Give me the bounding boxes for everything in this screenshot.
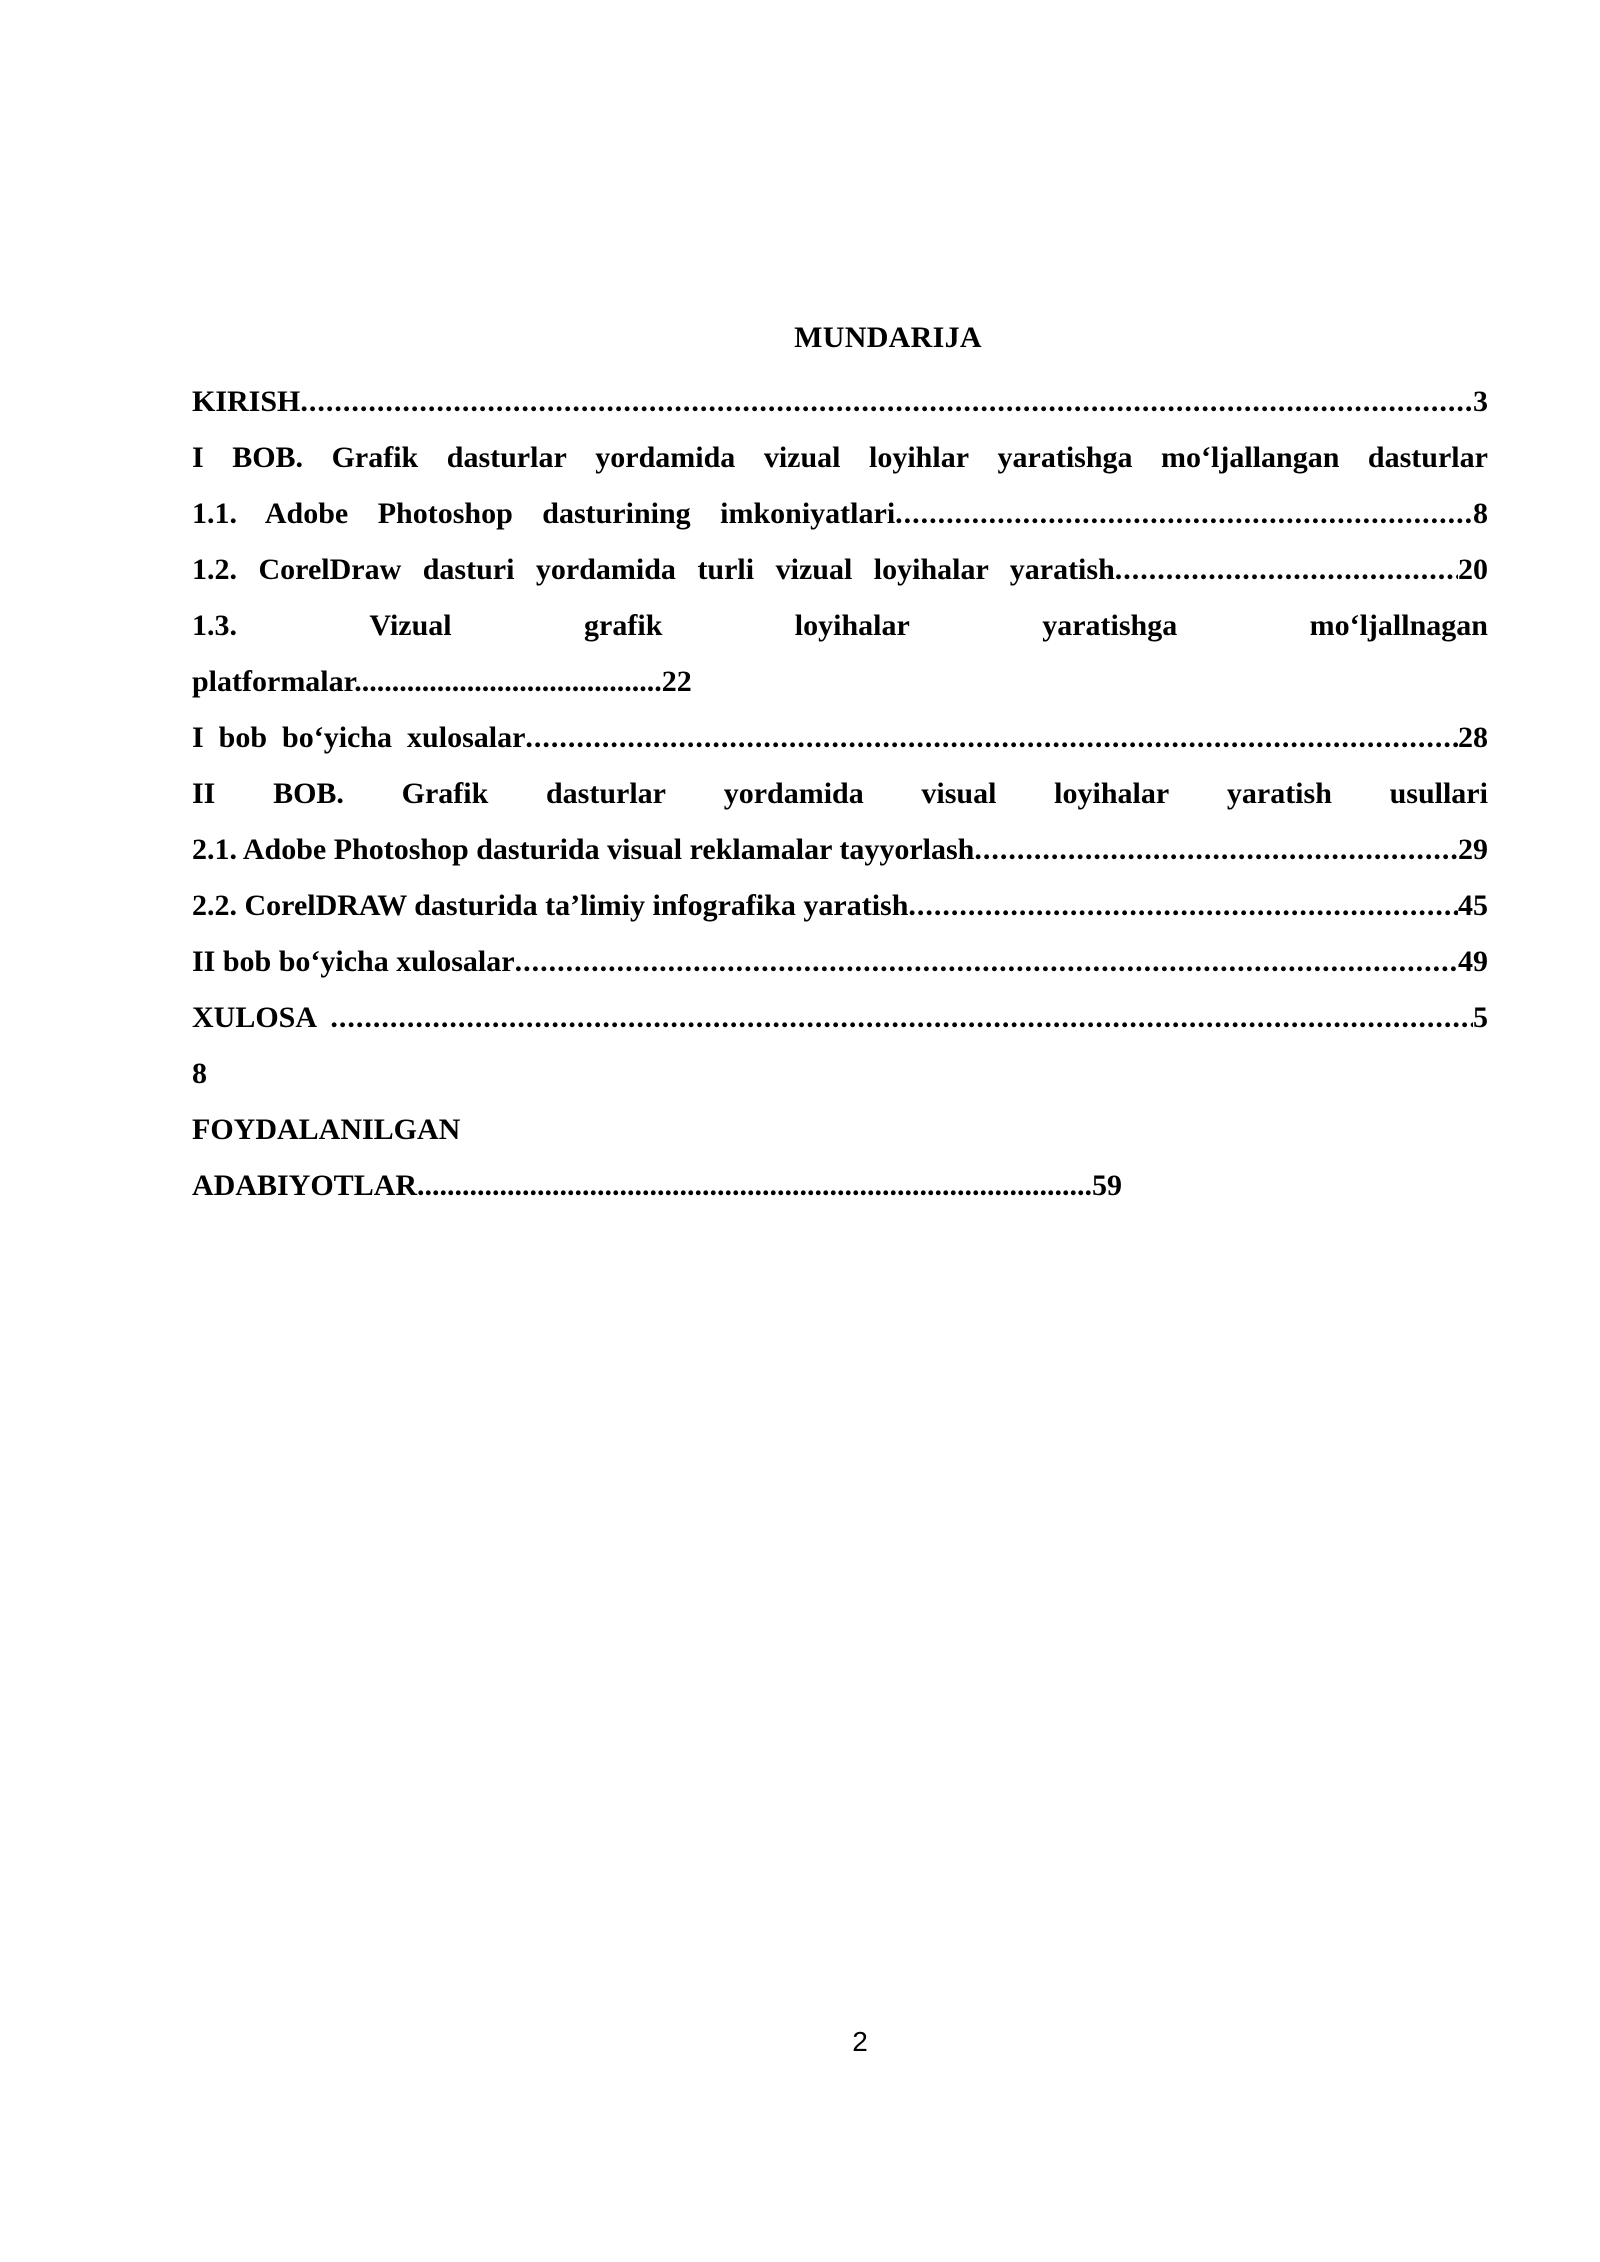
toc-entry-text: 2.1. Adobe Photoshop dasturida visual reklamalar tayyorlash	[192, 833, 975, 866]
toc-entry-xulosa[interactable]	[192, 990, 1488, 1046]
toc-word: Photoshop	[377, 497, 513, 530]
toc-word: yordamida	[535, 553, 676, 586]
toc-word: visual	[921, 777, 997, 810]
toc-word: 1.3.	[192, 609, 237, 642]
dot-leader	[1115, 542, 1458, 598]
toc-page-number: 20	[1458, 553, 1488, 586]
dot-leader	[908, 878, 1458, 934]
toc-word: Vizual	[369, 609, 452, 642]
dot-leader: .........................................	[354, 665, 662, 698]
dot-leader	[515, 934, 1458, 990]
dot-leader	[895, 486, 1473, 542]
toc-word: dasturlar	[546, 777, 666, 810]
toc-word: imkoniyatlari	[720, 497, 896, 530]
dot-leader: ..........................................................................................	[417, 1169, 1093, 1202]
toc-entry-text	[192, 542, 1115, 598]
toc-entry-chapter-1[interactable]	[192, 430, 1488, 486]
toc-word: II	[192, 777, 216, 810]
dot-leader	[525, 710, 1458, 766]
toc-entry-1-3[interactable]	[192, 598, 1488, 654]
toc-page-number: 29	[1458, 833, 1488, 866]
toc-word: dasturlar	[1367, 441, 1488, 474]
toc-word: Grafik	[401, 777, 489, 810]
page-title: MUNDARIJA	[794, 321, 982, 354]
toc-entry-text: I bob bo‘yicha xulosalar	[192, 721, 526, 754]
toc-word: 1.2.	[192, 553, 237, 586]
toc-word: yaratish	[1226, 777, 1332, 810]
toc-entry-2-1[interactable]	[192, 822, 1488, 878]
toc-entry-text: II bob bo‘yicha xulosalar	[192, 945, 515, 978]
toc-word: yordamida	[723, 777, 864, 810]
toc-page-number: 22	[661, 665, 692, 698]
toc-word: loyihalar	[1054, 777, 1170, 810]
toc-word: dasturining	[542, 497, 691, 530]
toc-entry-kirish[interactable]	[192, 374, 1488, 430]
toc-word: I	[192, 441, 204, 474]
toc-entry-1-2[interactable]	[192, 542, 1488, 598]
toc-word: turli	[697, 553, 755, 586]
toc-word: yaratish	[1009, 553, 1115, 586]
toc-entry-xulosa-wrap	[192, 1046, 1488, 1102]
toc-entry-text: FOYDALANILGAN	[192, 1113, 461, 1146]
toc-entry-1-3-continuation[interactable]	[192, 654, 1488, 710]
toc-entry-text: XULOSA	[192, 1001, 331, 1034]
dot-leader	[330, 990, 1473, 1046]
toc-entry-1-1[interactable]	[192, 486, 1488, 542]
toc-entry-2-2[interactable]	[192, 878, 1488, 934]
dot-leader	[300, 374, 1473, 430]
toc-entry-text: KIRISH	[192, 385, 301, 418]
toc-word: 1.1.	[192, 497, 237, 530]
table-of-contents	[192, 374, 1488, 1214]
toc-word: yaratishga	[997, 441, 1133, 474]
toc-page-number: 28	[1458, 721, 1488, 754]
toc-word: BOB.	[232, 441, 304, 474]
toc-entry-text: platformalar	[192, 665, 355, 698]
toc-word: CorelDraw	[258, 553, 402, 586]
toc-word: dasturlar	[446, 441, 567, 474]
toc-page-number: 3	[1473, 385, 1488, 418]
toc-word: vizual	[775, 553, 853, 586]
toc-entry-chapter-1-conclusion[interactable]	[192, 710, 1488, 766]
toc-page-number: 5	[1473, 1001, 1488, 1034]
toc-page-number: 49	[1458, 945, 1488, 978]
toc-page-number-wrap: 8	[192, 1057, 207, 1090]
toc-entry-text: 2.2. CorelDRAW dasturida ta’limiy infografika yaratish	[192, 889, 909, 922]
toc-word: Adobe	[264, 497, 349, 530]
toc-word: yordamida	[595, 441, 736, 474]
toc-page-number: 45	[1458, 889, 1488, 922]
toc-entry-references-continuation[interactable]	[192, 1158, 1488, 1214]
toc-word: BOB.	[273, 777, 344, 810]
toc-word: Grafik	[331, 441, 419, 474]
toc-word: vizual	[763, 441, 841, 474]
toc-page-number: 59	[1092, 1169, 1123, 1202]
toc-word: loyihalar	[794, 609, 910, 642]
dot-leader	[974, 822, 1458, 878]
toc-entry-text: ADABIYOTLAR	[192, 1169, 418, 1202]
toc-entry-chapter-2-conclusion[interactable]	[192, 934, 1488, 990]
toc-word: loyihalar	[873, 553, 989, 586]
toc-word: usullari	[1389, 777, 1488, 810]
toc-word: yaratishga	[1042, 609, 1178, 642]
toc-entry-chapter-2[interactable]	[192, 766, 1488, 822]
toc-page-number: 8	[1473, 497, 1488, 530]
toc-word: grafik	[584, 609, 663, 642]
toc-word: mo‘ljallangan	[1161, 441, 1340, 474]
page-number: 2	[852, 2026, 868, 2057]
toc-word: mo‘ljallnagan	[1309, 609, 1488, 642]
toc-word: loyihlar	[869, 441, 970, 474]
toc-word: dasturi	[422, 553, 515, 586]
toc-entry-references[interactable]	[192, 1102, 1488, 1158]
toc-entry-text	[192, 486, 895, 542]
